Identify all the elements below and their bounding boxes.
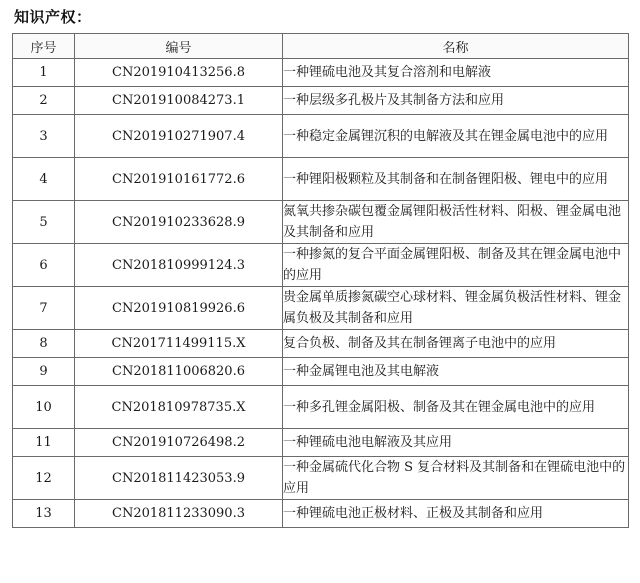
- row-patent-number: CN201810999124.3: [75, 244, 283, 287]
- row-patent-number: CN201910413256.8: [75, 59, 283, 87]
- row-patent-name: 一种锂硫电池及其复合溶剂和电解液: [283, 59, 629, 87]
- row-seq: 1: [13, 59, 75, 87]
- row-patent-number: CN201810978735.X: [75, 386, 283, 429]
- table-row: [13, 386, 629, 429]
- table-row: [13, 500, 629, 528]
- row-patent-name: 一种掺氮的复合平面金属锂阳极、制备及其在锂金属电池中的应用: [283, 244, 629, 287]
- row-patent-name: 氮氧共掺杂碳包覆金属锂阳极活性材料、阳极、锂金属电池及其制备和应用: [283, 201, 629, 244]
- row-patent-name: 一种锂硫电池正极材料、正极及其制备和应用: [283, 500, 629, 528]
- table-row: [13, 429, 629, 457]
- row-seq: 3: [13, 115, 75, 158]
- row-patent-number: CN201811423053.9: [75, 457, 283, 500]
- row-patent-number: CN201711499115.X: [75, 330, 283, 358]
- row-patent-name: 复合负极、制备及其在制备锂离子电池中的应用: [283, 330, 629, 358]
- row-patent-number: CN201910819926.6: [75, 287, 283, 330]
- row-seq: 7: [13, 287, 75, 330]
- table-row: [13, 457, 629, 500]
- row-patent-name: 一种层级多孔极片及其制备方法和应用: [283, 87, 629, 115]
- table-row: [13, 158, 629, 201]
- row-patent-name: 一种金属硫代化合物 S 复合材料及其制备和在锂硫电池中的应用: [283, 457, 629, 500]
- row-seq: 13: [13, 500, 75, 528]
- ip-table: [12, 33, 629, 528]
- section-heading: 知识产权：: [14, 8, 92, 26]
- row-patent-name: 一种锂硫电池电解液及其应用: [283, 429, 629, 457]
- row-seq: 8: [13, 330, 75, 358]
- row-patent-name: 一种金属锂电池及其电解液: [283, 358, 629, 386]
- row-patent-number: CN201910233628.9: [75, 201, 283, 244]
- row-patent-name: 贵金属单质掺氮碳空心球材料、锂金属负极活性材料、锂金属负极及其制备和应用: [283, 287, 629, 330]
- table-row: [13, 287, 629, 330]
- row-seq: 2: [13, 87, 75, 115]
- header-seq: 序号: [13, 34, 75, 59]
- row-seq: 6: [13, 244, 75, 287]
- row-seq: 10: [13, 386, 75, 429]
- table-row: [13, 115, 629, 158]
- row-seq: 9: [13, 358, 75, 386]
- header-name: 名称: [283, 34, 629, 59]
- row-seq: 12: [13, 457, 75, 500]
- row-patent-number: CN201910726498.2: [75, 429, 283, 457]
- row-patent-name: 一种锂阳极颗粒及其制备和在制备锂阳极、锂电中的应用: [283, 158, 629, 201]
- row-patent-name: 一种多孔锂金属阳极、制备及其在锂金属电池中的应用: [283, 386, 629, 429]
- row-seq: 4: [13, 158, 75, 201]
- table-header-row: [13, 34, 629, 59]
- table-row: [13, 244, 629, 287]
- row-seq: 11: [13, 429, 75, 457]
- table-row: [13, 59, 629, 87]
- row-patent-number: CN201910271907.4: [75, 115, 283, 158]
- row-patent-number: CN201910161772.6: [75, 158, 283, 201]
- table-row: [13, 87, 629, 115]
- row-seq: 5: [13, 201, 75, 244]
- table-row: [13, 358, 629, 386]
- row-patent-number: CN201811006820.6: [75, 358, 283, 386]
- header-number: 编号: [75, 34, 283, 59]
- table-row: [13, 330, 629, 358]
- row-patent-name: 一种稳定金属锂沉积的电解液及其在锂金属电池中的应用: [283, 115, 629, 158]
- table-row: [13, 201, 629, 244]
- row-patent-number: CN201910084273.1: [75, 87, 283, 115]
- row-patent-number: CN201811233090.3: [75, 500, 283, 528]
